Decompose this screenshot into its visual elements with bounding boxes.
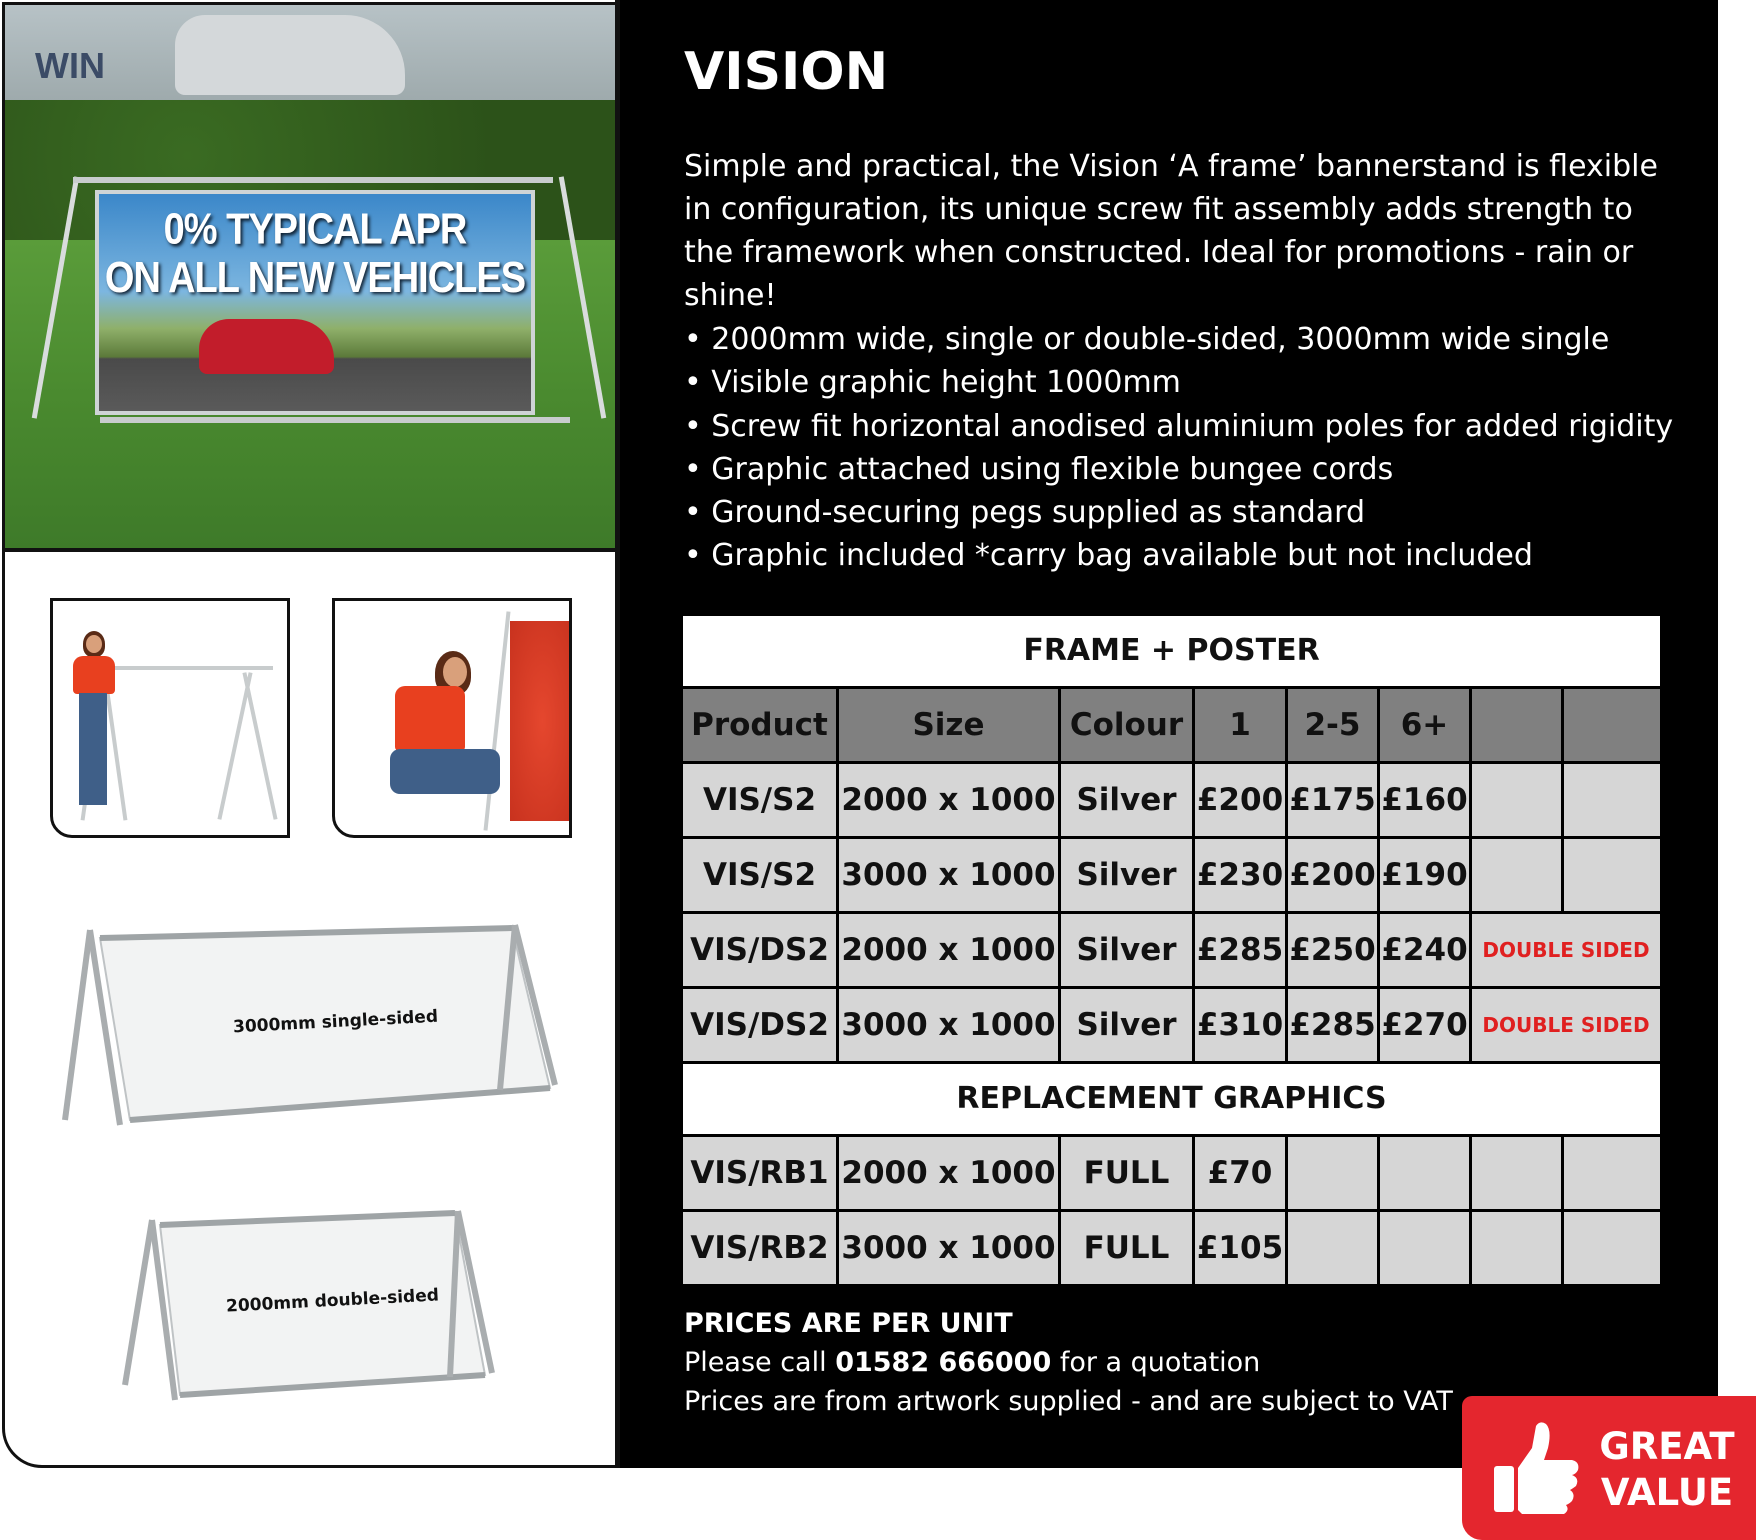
product-code: VIS/S2: [683, 764, 839, 836]
colour: Silver: [1061, 764, 1195, 836]
table-row: [683, 764, 1660, 839]
hero-banner: [95, 190, 535, 415]
price-2-5: £200: [1288, 839, 1380, 911]
badge-line-1: GREAT: [1599, 1425, 1735, 1468]
price-6-plus: £270: [1380, 989, 1472, 1061]
table-row: [683, 914, 1660, 989]
price-1: £70: [1195, 1137, 1288, 1209]
product-code: VIS/S2: [683, 839, 839, 911]
person-jeans: [390, 749, 500, 794]
person-jeans: [79, 693, 107, 805]
call-prefix: Please call: [684, 1347, 836, 1378]
frame-top-pole: [73, 177, 553, 183]
stand-2000-double: [120, 1205, 500, 1405]
double-sided-note: DOUBLE SIDED: [1472, 989, 1660, 1061]
product-description: Simple and practical, the Vision ‘A frame’ bannerstand is flexible in configuration, its unique screw fit assembly adds strength to the framework when constructed. Ideal for promotions - rain or shine!: [684, 149, 1658, 313]
empty-cell: [1564, 839, 1660, 911]
column-header: [1564, 689, 1660, 761]
stand-3000-single: [60, 920, 560, 1130]
price-1: £230: [1195, 839, 1288, 911]
colour: Silver: [1061, 839, 1195, 911]
replacement-graphics-heading: REPLACEMENT GRAPHICS: [683, 1064, 1660, 1137]
empty-cell: [1472, 764, 1564, 836]
showroom-car: [175, 15, 405, 95]
badge-text: [1587, 1424, 1747, 1516]
banner-line-2: ON ALL NEW VEHICLES: [104, 254, 526, 303]
empty-cell: [1472, 1137, 1564, 1209]
column-header: 2-5: [1288, 689, 1380, 761]
table-row: [683, 839, 1660, 914]
hero-photo: [5, 5, 615, 552]
colour: FULL: [1061, 1137, 1195, 1209]
frame-poster-heading: FRAME + POSTER: [683, 616, 1660, 689]
great-value-badge: [1462, 1396, 1756, 1540]
vat-note: Prices are from artwork supplied - and are subject to VAT: [684, 1386, 1453, 1417]
product-code: VIS/RB1: [683, 1137, 839, 1209]
person-face: [443, 657, 467, 687]
column-header: Size: [839, 689, 1061, 761]
product-code: VIS/DS2: [683, 914, 839, 986]
price-table: [683, 616, 1660, 1284]
call-line: [684, 1347, 1260, 1378]
frame-leg: [484, 611, 511, 830]
size: 2000 x 1000: [839, 764, 1061, 836]
colour: FULL: [1061, 1212, 1195, 1284]
empty-cell: [1472, 839, 1564, 911]
table-row: [683, 1212, 1660, 1284]
assembly-photo-1: [50, 598, 290, 838]
badge-line-2: VALUE: [1600, 1471, 1734, 1514]
price-6-plus: £190: [1380, 839, 1472, 911]
frame-top-bar: [103, 666, 273, 670]
person-face: [86, 635, 102, 653]
frame-leg: [242, 672, 277, 820]
empty-cell: [1564, 1137, 1660, 1209]
colour: Silver: [1061, 914, 1195, 986]
feature-item: • Screw fit horizontal anodised aluminium poles for added rigidity: [684, 405, 1684, 448]
product-code: VIS/RB2: [683, 1212, 839, 1284]
feature-item: • Graphic included *carry bag available but not included: [684, 534, 1684, 577]
price-2-5: £175: [1288, 764, 1380, 836]
table-header-row: [683, 689, 1660, 764]
price-2-5: £285: [1288, 989, 1380, 1061]
frame-bottom-pole: [100, 417, 570, 423]
column-header: Product: [683, 689, 839, 761]
price-6-plus: £240: [1380, 914, 1472, 986]
person-shirt: [73, 656, 115, 694]
empty-cell: [1380, 1137, 1472, 1209]
size: 3000 x 1000: [839, 1212, 1061, 1284]
red-panel: [510, 621, 572, 821]
product-code: VIS/DS2: [683, 989, 839, 1061]
size: 2000 x 1000: [839, 914, 1061, 986]
feature-item: • Graphic attached using flexible bungee cords: [684, 448, 1684, 491]
feature-item: • 2000mm wide, single or double-sided, 3000mm wide single: [684, 318, 1684, 361]
table-row: [683, 989, 1660, 1064]
size: 3000 x 1000: [839, 839, 1061, 911]
person-shirt: [395, 686, 465, 751]
phone-number[interactable]: 01582 666000: [835, 1347, 1052, 1378]
size: 2000 x 1000: [839, 1137, 1061, 1209]
size: 3000 x 1000: [839, 989, 1061, 1061]
empty-cell: [1564, 764, 1660, 836]
product-title: VISION: [684, 42, 889, 102]
prices-per-unit-note: PRICES ARE PER UNIT: [684, 1308, 1013, 1339]
feature-item: • Ground-securing pegs supplied as standard: [684, 491, 1684, 534]
thumbs-up-icon: [1492, 1418, 1582, 1518]
column-header: 6+: [1380, 689, 1472, 761]
showroom-sign: WIN: [35, 45, 105, 86]
price-1: £105: [1195, 1212, 1288, 1284]
empty-cell: [1380, 1212, 1472, 1284]
empty-cell: [1472, 1212, 1564, 1284]
empty-cell: [1288, 1137, 1380, 1209]
column-header: [1472, 689, 1564, 761]
price-2-5: £250: [1288, 914, 1380, 986]
empty-cell: [1564, 1212, 1660, 1284]
double-sided-note: DOUBLE SIDED: [1472, 914, 1660, 986]
price-1: £200: [1195, 764, 1288, 836]
colour: Silver: [1061, 989, 1195, 1061]
stand-3000-label: 3000mm single-sided: [232, 1006, 439, 1038]
table-row: [683, 1137, 1660, 1212]
call-suffix: for a quotation: [1051, 1347, 1261, 1378]
price-1: £285: [1195, 914, 1288, 986]
banner-line-1: 0% TYPICAL APR: [163, 205, 467, 254]
red-car: [199, 319, 334, 374]
empty-cell: [1288, 1212, 1380, 1284]
divider: [615, 0, 620, 1468]
banner-text: [99, 206, 531, 303]
price-6-plus: £160: [1380, 764, 1472, 836]
stand-2000-label: 2000mm double-sided: [225, 1285, 440, 1317]
column-header: 1: [1195, 689, 1288, 761]
column-header: Colour: [1061, 689, 1195, 761]
feature-list: [684, 318, 1684, 578]
feature-item: • Visible graphic height 1000mm: [684, 361, 1684, 404]
assembly-photo-2: [332, 598, 572, 838]
price-1: £310: [1195, 989, 1288, 1061]
